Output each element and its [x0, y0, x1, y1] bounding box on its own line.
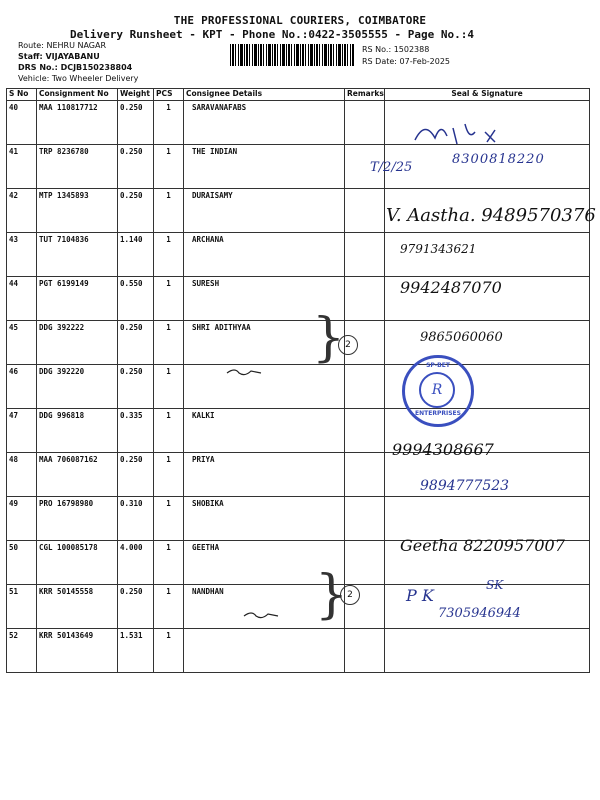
remarks	[345, 409, 385, 453]
weight: 0.250	[118, 453, 154, 497]
handwriting-50: Geetha 8220957007	[400, 536, 565, 555]
handwriting-phone-52: 7305946944	[438, 606, 521, 621]
consignment-no: TUT 7104836	[37, 233, 118, 277]
sno: 47	[7, 409, 37, 453]
rs-date: RS Date: 07-Feb-2025	[362, 57, 451, 66]
sno: 52	[7, 629, 37, 673]
consignment-no: MAA 110817712	[37, 101, 118, 145]
pcs: 1	[154, 233, 184, 277]
pcs: 1	[154, 585, 184, 629]
pcs: 1	[154, 365, 184, 409]
remarks	[345, 233, 385, 277]
sno: 49	[7, 497, 37, 541]
sno: 50	[7, 541, 37, 585]
table-row	[7, 277, 590, 321]
weight: 0.550	[118, 277, 154, 321]
consignment-no: CGL 100085178	[37, 541, 118, 585]
weight: 0.250	[118, 585, 154, 629]
consignment-no: PGT 6199149	[37, 277, 118, 321]
remarks	[345, 541, 385, 585]
col-pcs: PCS	[154, 89, 184, 101]
consignee: SURESH	[184, 277, 345, 321]
pcs: 1	[154, 409, 184, 453]
pcs: 1	[154, 629, 184, 673]
col-signature: Seal & Signature	[385, 89, 590, 101]
col-consignee: Consignee Details	[184, 89, 345, 101]
weight: 1.531	[118, 629, 154, 673]
pcs: 1	[154, 453, 184, 497]
sno: 40	[7, 101, 37, 145]
table-row	[7, 365, 590, 409]
weight: 1.140	[118, 233, 154, 277]
brace-rows-51-52: }	[315, 565, 349, 625]
initials-row-46	[225, 365, 265, 379]
signature-row-40	[395, 110, 505, 150]
consignee: SHRI ADITHYAA	[184, 321, 345, 365]
table-header-row	[7, 89, 590, 101]
stamp-bottom-text: ENTERPRISES	[415, 410, 461, 417]
table-row	[7, 629, 590, 673]
consignment-no: MTP 1345893	[37, 189, 118, 233]
consignee: SHOBIKA	[184, 497, 345, 541]
col-remarks: Remarks	[345, 89, 385, 101]
remarks	[345, 101, 385, 145]
handwriting-phone-41: 8300818220	[452, 152, 545, 167]
consignee: THE INDIAN	[184, 145, 345, 189]
consignee	[184, 629, 345, 673]
consignee: KALKI	[184, 409, 345, 453]
consignee: NANDHAN	[184, 585, 345, 629]
pcs: 1	[154, 189, 184, 233]
pcs: 1	[154, 101, 184, 145]
drs-number	[18, 63, 132, 72]
consignment-no: KRR 50145558	[37, 585, 118, 629]
remarks	[345, 365, 385, 409]
runsheet-subtitle: Delivery Runsheet - KPT - Phone No.:0422-3505555 - Page No.:4	[70, 28, 474, 41]
signature-cell	[385, 497, 590, 541]
weight: 0.250	[118, 365, 154, 409]
weight: 0.335	[118, 409, 154, 453]
sno: 45	[7, 321, 37, 365]
handwriting-phone-48: 9994308667	[392, 440, 494, 459]
route: Route: NEHRU NAGAR	[18, 41, 107, 50]
consignee: ARCHANA	[184, 233, 345, 277]
remarks	[345, 497, 385, 541]
remarks	[345, 629, 385, 673]
consignment-no: KRR 50143649	[37, 629, 118, 673]
pcs: 1	[154, 497, 184, 541]
consignment-no: PRO 16798980	[37, 497, 118, 541]
remarks	[345, 277, 385, 321]
drs-label: DRS No.:	[18, 63, 61, 72]
pcs: 1	[154, 277, 184, 321]
weight: 0.310	[118, 497, 154, 541]
consignment-no: MAA 706087162	[37, 453, 118, 497]
barcode	[230, 44, 354, 66]
weight: 0.250	[118, 145, 154, 189]
stamp-top-text: SP-BET	[426, 362, 450, 369]
vehicle: Vehicle: Two Wheeler Delivery	[18, 74, 139, 83]
consignee: GEETHA	[184, 541, 345, 585]
circle-mark-b: 2	[340, 585, 360, 605]
col-weight: Weight	[118, 89, 154, 101]
handwriting-sig-51: P K	[406, 586, 434, 605]
stamp-center: R	[419, 372, 455, 408]
sno: 46	[7, 365, 37, 409]
staff: Staff: VIJAYABANU	[18, 52, 100, 61]
weight: 0.250	[118, 321, 154, 365]
delivery-stamp	[402, 355, 474, 427]
consignee: DURAISAMY	[184, 189, 345, 233]
sno: 41	[7, 145, 37, 189]
handwriting-phone-43b: 9791343621	[400, 242, 477, 256]
pcs: 1	[154, 541, 184, 585]
pcs: 1	[154, 321, 184, 365]
weight: 0.250	[118, 101, 154, 145]
consignment-no: DDG 996818	[37, 409, 118, 453]
handwriting-phone-44: 9942487070	[400, 278, 502, 297]
consignment-no: DDG 392220	[37, 365, 118, 409]
weight: 0.250	[118, 189, 154, 233]
drs-value: DCJB150238804	[60, 63, 133, 72]
brace-rows-45-46: }	[312, 308, 346, 368]
remarks	[345, 189, 385, 233]
consignee: PRIYA	[184, 453, 345, 497]
table-row	[7, 497, 590, 541]
handwriting-date-41: T/2/25	[370, 160, 413, 175]
consignment-no: TRP 8236780	[37, 145, 118, 189]
signature-cell	[385, 629, 590, 673]
handwriting-mark-51: SK	[486, 578, 504, 592]
pcs: 1	[154, 145, 184, 189]
col-sno: S No	[7, 89, 37, 101]
sno: 42	[7, 189, 37, 233]
table-row	[7, 409, 590, 453]
handwriting-phone-49: 9894777523	[420, 478, 510, 494]
sno: 43	[7, 233, 37, 277]
col-consignment: Consignment No	[37, 89, 118, 101]
initials-row-52	[242, 608, 282, 622]
circle-mark-a: 2	[338, 335, 358, 355]
rs-number: RS No.: 1502388	[362, 45, 430, 54]
sno: 48	[7, 453, 37, 497]
remarks	[345, 453, 385, 497]
handwriting-phone-45: 9865060060	[420, 330, 503, 345]
table-row	[7, 233, 590, 277]
consignment-no: DDG 392222	[37, 321, 118, 365]
sno: 44	[7, 277, 37, 321]
weight: 4.000	[118, 541, 154, 585]
consignee: SARAVANAFABS	[184, 101, 345, 145]
handwriting-43: V. Aastha. 9489570376	[386, 205, 596, 226]
company-title: THE PROFESSIONAL COURIERS, COIMBATORE	[173, 14, 427, 27]
sno: 51	[7, 585, 37, 629]
